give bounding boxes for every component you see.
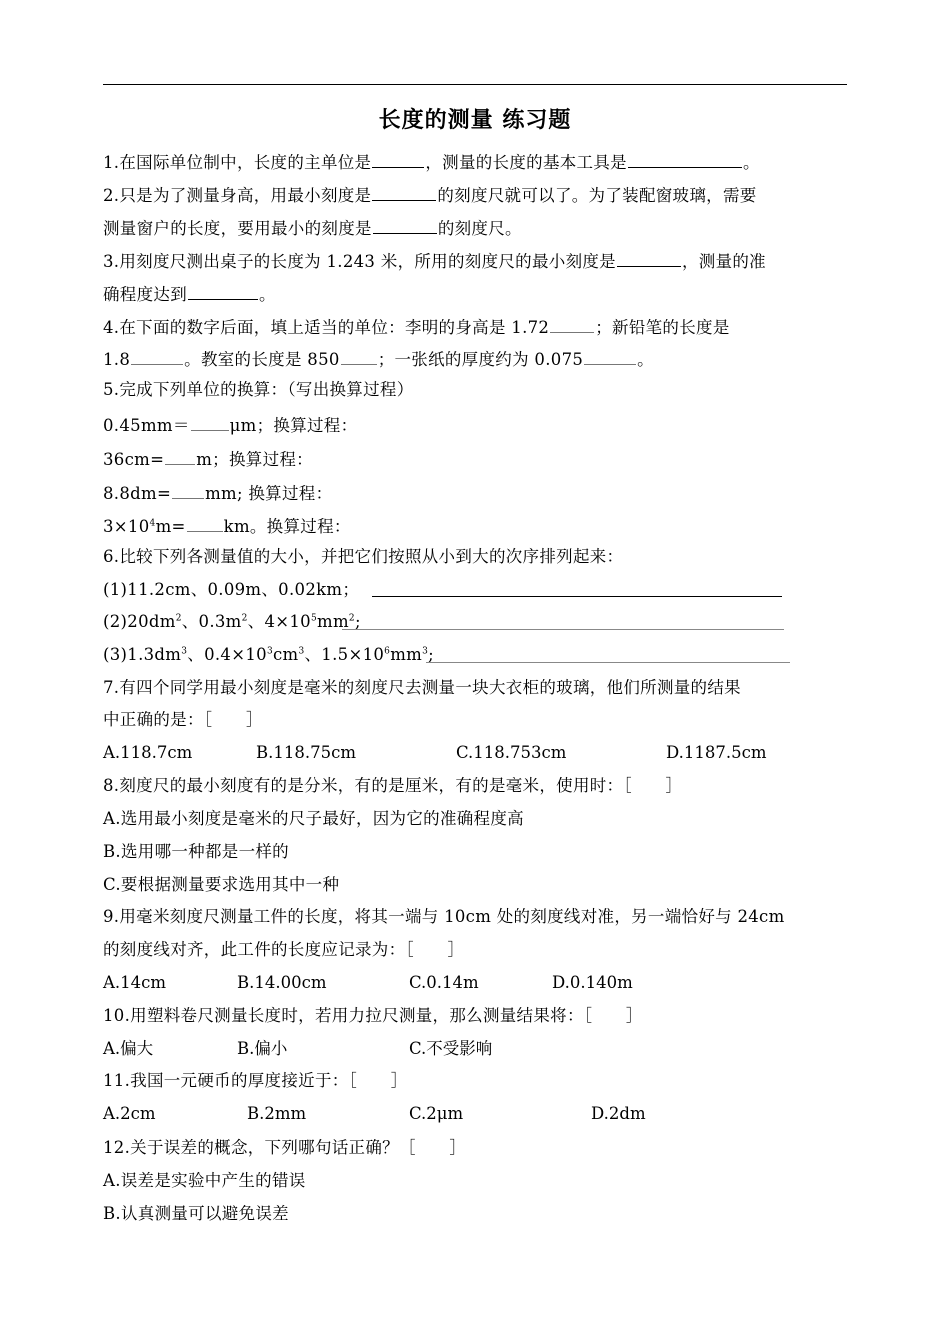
option-c[interactable]: C.不受影响 [409,1039,493,1058]
question-3 [103,249,766,272]
question-text: 1.在国际单位制中，长度的主单位是 [103,153,372,172]
ordering-item-1 [103,580,359,600]
answer-blank[interactable] [584,347,636,365]
option-c[interactable]: C.118.753cm [456,743,567,762]
answer-blank[interactable] [341,347,377,365]
question-7-cont: 中正确的是：［ ］ [103,710,263,729]
header-rule [103,84,847,85]
option-a[interactable]: A.2cm [103,1104,156,1123]
question-text: (1)11.2cm、0.09m、0.02km； [103,580,360,599]
conversion-row-2 [103,447,313,470]
question-text: 。 [637,350,654,369]
superscript: 4 [149,518,156,529]
ordering-item-2: $(2)20dm^2$、$0.3m^2$、$4\times 10^5mm^2$; [103,612,361,631]
question-text: μm；换算过程： [229,416,358,435]
question-4 [103,315,730,338]
question-text: 。教室的长度是 850 [184,350,340,369]
question-10: 10.用塑料卷尺测量长度时，若用力拉尺测量，那么测量结果将：［ ］ [103,1006,643,1025]
option-a[interactable]: A.选用最小刻度是毫米的尺子最好，因为它的准确程度高 [103,809,524,828]
question-1 [103,150,760,173]
option-b[interactable]: B.118.75cm [256,743,356,762]
page-title: 长度的测量 练习题 [378,108,572,133]
answer-blank[interactable] [628,150,742,168]
question-text: 。 [742,153,760,172]
question-text: ，测量的长度的基本工具是 [425,153,627,172]
option-d[interactable]: D.1187.5cm [666,743,767,762]
ordering-item-3: $(3)1.3dm^3$、$0.4\times 10^3cm^3$、$1.5\times 10^6mm^3$; [103,645,434,664]
conversion-row-4 [103,514,351,537]
question-9: 9.用毫米刻度尺测量工件的长度，将其一端与 10cm 处的刻度线对准，另一端恰好与 24cm [103,907,785,926]
question-text: 4.在下面的数字后面，填上适当的单位：李明的身高是 1.72 [103,318,550,337]
question-4-cont [103,347,654,370]
answer-blank[interactable] [372,150,424,168]
question-text: 1.8 [103,350,131,369]
question-text: ；一张纸的厚度约为 0.075 [377,350,584,369]
answer-blank[interactable] [372,183,436,201]
question-text: 36cm= [103,450,165,469]
question-text: m= [155,517,186,536]
question-text: 确程度达到 [103,285,187,304]
option-c[interactable]: C.2μm [409,1104,464,1123]
question-8: 8.刻度尺的最小刻度有的是分米，有的是厘米，有的是毫米，使用时：［ ］ [103,776,683,795]
option-d[interactable]: D.0.140m [552,973,633,992]
question-text: m；换算过程： [196,450,313,469]
answer-blank[interactable] [172,481,204,499]
question-3-cont [103,282,276,305]
question-text: 3×10 [103,517,150,536]
answer-blank[interactable] [165,447,195,465]
answer-blank[interactable] [131,347,183,365]
option-a[interactable]: A.偏大 [103,1039,154,1058]
answer-line-2[interactable] [342,611,784,630]
option-b[interactable]: B.偏小 [237,1039,288,1058]
answer-line-3[interactable] [426,644,790,663]
question-7: 7.有四个同学用最小刻度是毫米的刻度尺去测量一块大衣柜的玻璃，他们所测量的结果 [103,678,741,697]
question-11: 11.我国一元硬币的厚度接近于：［ ］ [103,1071,408,1090]
option-b[interactable]: B.14.00cm [237,973,327,992]
question-text: 。 [259,285,276,304]
question-text: 0.45mm＝ [103,416,190,435]
question-text: mm; 换算过程： [205,484,333,503]
option-c[interactable]: C.要根据测量要求选用其中一种 [103,875,340,894]
option-b[interactable]: B.选用哪一种都是一样的 [103,842,289,861]
question-text: 8.8dm= [103,484,172,503]
question-text: ，测量的准 [681,252,766,271]
question-5: 5.完成下列单位的换算：（写出换算过程） [103,380,414,399]
option-d[interactable]: D.2dm [591,1104,646,1123]
question-2-cont [103,216,522,239]
answer-blank[interactable] [373,216,437,234]
question-text: 的刻度尺就可以了。为了装配窗玻璃，需要 [437,186,757,205]
question-6: 6.比较下列各测量值的大小，并把它们按照从小到大的次序排列起来： [103,547,624,566]
option-b[interactable]: B.认真测量可以避免误差 [103,1204,289,1223]
conversion-row-1 [103,413,357,436]
question-9-cont: 的刻度线对齐，此工件的长度应记录为：［ ］ [103,940,465,959]
question-text: ；新铅笔的长度是 [595,318,730,337]
question-text: 的刻度尺。 [437,219,522,238]
answer-blank[interactable] [550,315,594,333]
answer-blank[interactable] [617,249,681,267]
question-text: 2.只是为了测量身高，用最小刻度是 [103,186,372,205]
option-a[interactable]: A.118.7cm [103,743,193,762]
question-text: km。换算过程： [223,517,351,536]
question-2 [103,183,757,206]
question-12: 12.关于误差的概念，下列哪句话正确？［ ］ [103,1138,467,1157]
conversion-row-3 [103,481,332,504]
answer-blank[interactable] [188,282,258,300]
option-a[interactable]: A.14cm [103,973,167,992]
answer-blank[interactable] [191,413,229,431]
answer-blank[interactable] [187,514,223,532]
answer-line-1[interactable] [372,578,782,597]
option-a[interactable]: A.误差是实验中产生的错误 [103,1171,306,1190]
option-b[interactable]: B.2mm [247,1104,307,1123]
question-text: 测量窗户的长度，要用最小的刻度是 [103,219,372,238]
question-text: 3.用刻度尺测出桌子的长度为 1.243 米，所用的刻度尺的最小刻度是 [103,252,616,271]
option-c[interactable]: C.0.14m [409,973,479,992]
